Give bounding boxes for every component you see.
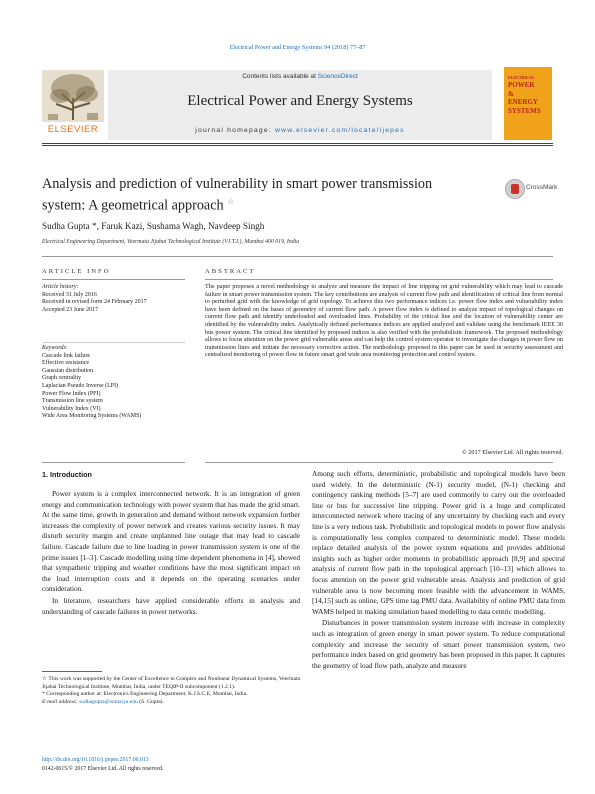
crossmark-icon bbox=[505, 179, 525, 199]
doi-link[interactable]: http://dx.doi.org/10.1016/j.ijepes.2017.06.013 bbox=[42, 757, 149, 763]
corresponding-author-note: * Corresponding author at: Electronics Engineering Department, K.J.S.C.E, Mumbai, India. bbox=[42, 691, 248, 697]
divider bbox=[42, 279, 185, 280]
section-heading: 1. Introduction bbox=[42, 470, 92, 479]
homepage-prefix: journal homepage: bbox=[195, 127, 276, 134]
cover-title-line: ELECTRICAL bbox=[508, 75, 535, 80]
body-column-left bbox=[42, 489, 300, 617]
title-footnote-mark[interactable]: ☆ bbox=[227, 197, 235, 206]
history-item: Accepted 23 June 2017 bbox=[42, 306, 99, 313]
divider bbox=[42, 462, 185, 463]
history-label: Article history: bbox=[42, 284, 79, 290]
abstract-text: The paper proposes a novel methodology to analyze and measure the impact of line tripping on grid vulnerability which may lead to cascade failure in smart power transmission system. The key contributions are analysis of current flow path and identification of critical line from normal to perturbed grid with the knowledge of grid topology. To achieve this two performance indices i.e. power flow index and vulnerability index have been defined on the bases of geometry of current flow path. A power flow index is defined to analyze impact of topological changes on current flow path and identify underloaded and overloaded lines. Probability of the critical line and the location of vulnerability center are identified by the vulnerability index. Analytically defined performance indices are applied analyzed and validate using the benchmark IEEE 30 bus power system. The critical line identified by proposed indices is also verified with the probabilistic framework. The proposed methodology allows to focus attention on the power grid vulnerable areas and can help the control system operator to investigate the changes in power flow on transmission lines and initiate the necessary corrective action. The methodology proposed in this paper can be used in security assessment and centralized monitoring of power flow in future smart grid wide area monitoring protection and control system. bbox=[205, 284, 563, 359]
keyword-item: Transmission line system bbox=[42, 398, 103, 405]
keyword-list bbox=[42, 345, 187, 421]
journal-citation[interactable]: Electrical Power and Energy Systems 94 (2018) 77–87 bbox=[229, 44, 366, 51]
keyword-item: Power Flow Index (PFI) bbox=[42, 390, 101, 397]
article-title bbox=[42, 176, 482, 215]
sciencedirect-link[interactable]: ScienceDirect bbox=[317, 73, 358, 80]
body-column-right bbox=[312, 469, 565, 671]
divider bbox=[205, 462, 553, 463]
author-affiliation: Electrical Engineering Department, Veermata Jijabai Technological Institute (VJ.T.I.), Mumbai 400 019, India bbox=[42, 239, 300, 245]
email-link[interactable]: sudhagupta@somaiya.edu bbox=[79, 698, 138, 705]
keyword-item: Wide Area Monitoring Systems (WAMS) bbox=[42, 413, 142, 420]
email-suffix: (S. Gupta). bbox=[137, 698, 164, 705]
keyword-item: Cascade link failure bbox=[42, 352, 90, 359]
keywords-label: Keywords: bbox=[42, 345, 68, 351]
elsevier-wordmark: ELSEVIER bbox=[47, 124, 99, 135]
elsevier-logo bbox=[42, 70, 104, 138]
cover-title-line: SYSTEMS bbox=[508, 107, 541, 115]
title-line-1: Analysis and prediction of vulnerability in smart power transmission bbox=[42, 176, 433, 192]
keyword-item: Vulnerability Index (VI) bbox=[42, 405, 101, 412]
journal-name: Electrical Power and Energy Systems bbox=[187, 93, 413, 109]
divider bbox=[42, 342, 185, 343]
email-label: E-mail address: bbox=[42, 698, 80, 705]
title-line-2: system: A geometrical approach bbox=[42, 197, 224, 214]
crossmark-badge[interactable] bbox=[505, 179, 557, 201]
body-paragraph: Among such efforts, deterministic, probabilistic and topological models have been used widely. In the deterministic (N-1) security model, (N-1) checking and contingency ranking methods [5–7] are used commonly to carry out the overloaded line or bus for successive line tripping. Power grid is a huge and complicated interconnected network where tracing of any uncertainty by checking each and every line is a very tedious task. Probabilistic and topological models to power flow analysis is computationally less complex compared to deterministic model. These models replace detailed analysis of the power system equations and provides additional insights such as higher order moments in probabilistic approach [8,9] and spectral analysis of current flow path in the topological approach [10–13] which allows to focus attention on the power grid vulnerable areas. Analysis and prediction of grid vulnerable area is now becoming more feasible with the advancement in WAMS, [14,15] such as online, GPS time tag PMU data. Availability of online PMU data from WAMS helped in making simulation based modelling to data centric modelling. bbox=[312, 469, 565, 616]
keyword-item: Effective resistance bbox=[42, 360, 90, 367]
issn-line: 0142-0615/© 2017 Elsevier Ltd. All rights reserved. bbox=[42, 766, 164, 772]
elsevier-tree-icon bbox=[42, 70, 104, 122]
keyword-item: Graph centrality bbox=[42, 375, 82, 382]
history-item: Received 31 July 2016 bbox=[42, 291, 97, 298]
author-list: Sudha Gupta *, Faruk Kazi, Sushama Wagh, Navdeep Singh bbox=[42, 221, 265, 231]
history-item: Received in revised form 24 February 2017 bbox=[42, 299, 147, 306]
body-paragraph: Power system is a complex interconnected network. It is an integration of green energy and communication technology with power system that has made the grid smart. At the same time, growth in generation and demand without network expansion further increases the complexity of power network and creates various security issues. It may disturb security margin and create unplanned line outage that may lead to cascade failure. Cascade failure due to line loading in power transmission system is one of the prime issues [1–3]. Cascade modelling using time dependent phenomena in [4], showed that sympathetic tripping and weather conditions have the most significant impact on the load interruption costs and it depends on the operating scenarios under consideration. bbox=[42, 489, 300, 594]
cover-title-line: ENERGY bbox=[508, 98, 538, 106]
journal-cover-thumbnail[interactable] bbox=[504, 67, 552, 140]
divider bbox=[42, 256, 553, 257]
contents-line bbox=[108, 73, 492, 80]
journal-homepage bbox=[108, 127, 492, 134]
cover-title-line: POWER bbox=[508, 81, 535, 89]
article-history bbox=[42, 284, 187, 314]
footnotes bbox=[42, 676, 300, 706]
keyword-item: Laplacian Pseudo Inverse (LPI) bbox=[42, 382, 119, 389]
journal-masthead bbox=[108, 70, 492, 140]
cover-title-line: & bbox=[508, 90, 514, 98]
crossmark-label: CrossMark bbox=[526, 184, 558, 191]
abstract-copyright: © 2017 Elsevier Ltd. All rights reserved. bbox=[462, 449, 563, 456]
homepage-link[interactable]: www.elsevier.com/locate/ijepes bbox=[275, 127, 405, 134]
abstract-heading: ABSTRACT bbox=[205, 268, 256, 275]
body-paragraph: Disturbances in power transmission system increase with increase in complexity such as integration of green energy in smart power system. To reduce computational complexity and increase the security of smart power transmission system, two performance index based on grid geometry has been proposed in this paper. It captures the geometry of load flow path, analyze and measure bbox=[312, 618, 565, 670]
article-info-heading: ARTICLE INFO bbox=[42, 268, 111, 275]
email-note bbox=[42, 699, 300, 707]
header-rule bbox=[42, 145, 553, 146]
footnote-rule bbox=[42, 671, 102, 672]
contents-prefix: Contents lists available at bbox=[242, 73, 318, 80]
divider bbox=[205, 279, 553, 280]
header-rule bbox=[42, 143, 553, 144]
funding-footnote: ☆ This work was supported by the Center of Excellence in Complex and Nonlinear Dynamical Systems, Veermata Jijabai Technological Institute, Mumbai, India, under TEQIP-II subcomponent (1.2.1). bbox=[42, 676, 300, 690]
keyword-item: Gaussian distribution bbox=[42, 367, 94, 374]
body-paragraph: In literature, researchers have applied considerable efforts in analysis and understanding of cascade failures in power networks. bbox=[42, 595, 300, 616]
